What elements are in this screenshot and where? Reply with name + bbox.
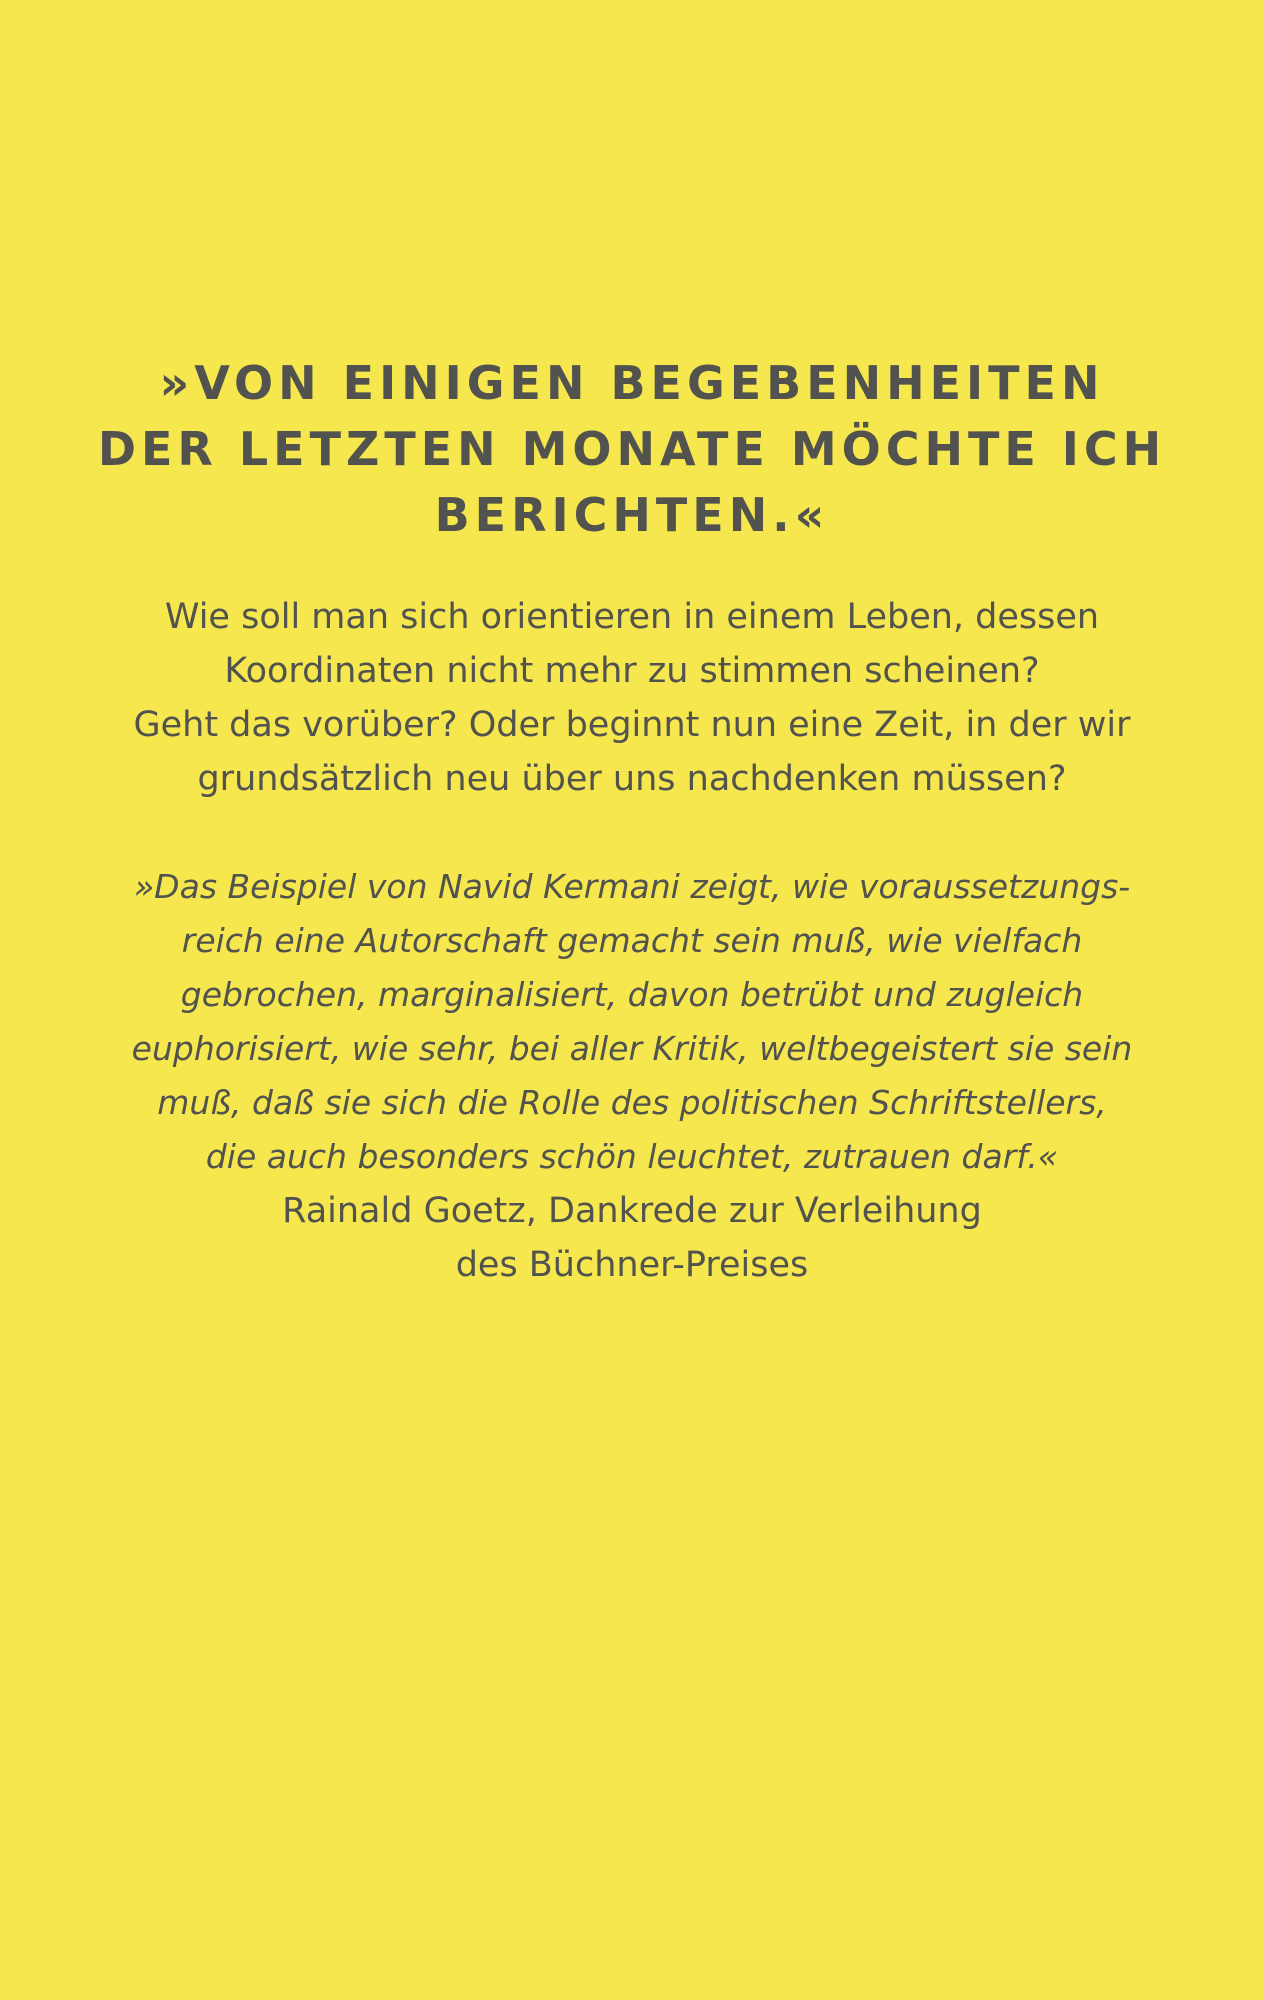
attribution-line: des Büchner-Preises: [455, 1245, 809, 1285]
blurb-line: Geht das vorüber? Oder beginnt nun eine Zeit, in der wir: [133, 705, 1131, 745]
attribution-line: Rainald Goetz, Dankrede zur Verleihung: [282, 1191, 982, 1231]
quote-line: gebrochen, marginalisiert, davon betrübt und zugleich: [180, 975, 1084, 1014]
headline-line: BERICHTEN.«: [434, 488, 830, 542]
blurb-line: Koordinaten nicht mehr zu stimmen scheinen?: [224, 651, 1040, 691]
quote-line: muß, daß sie sich die Rolle des politischen Schriftstellers,: [157, 1083, 1107, 1122]
review-quote: [0, 860, 1264, 1184]
blurb-text: [0, 590, 1264, 806]
blurb-line: Wie soll man sich orientieren in einem Leben, dessen: [164, 597, 1100, 637]
headline-line: DER LETZTEN MONATE MÖCHTE ICH: [97, 422, 1167, 476]
quote-line: euphorisiert, wie sehr, bei aller Kritik, weltbegeistert sie sein: [131, 1029, 1133, 1068]
headline-quote: [0, 350, 1264, 548]
blurb-line: grundsätzlich neu über uns nachdenken müssen?: [197, 759, 1067, 799]
quote-attribution: [0, 1184, 1264, 1292]
quote-line: reich eine Autorschaft gemacht sein muß, wie vielfach: [181, 921, 1083, 960]
quote-line: die auch besonders schön leuchtet, zutrauen darf.«: [205, 1137, 1059, 1176]
quote-line: »Das Beispiel von Navid Kermani zeigt, wie voraussetzungs-: [133, 867, 1131, 906]
headline-line: »VON EINIGEN BEGEBENHEITEN: [159, 356, 1105, 410]
